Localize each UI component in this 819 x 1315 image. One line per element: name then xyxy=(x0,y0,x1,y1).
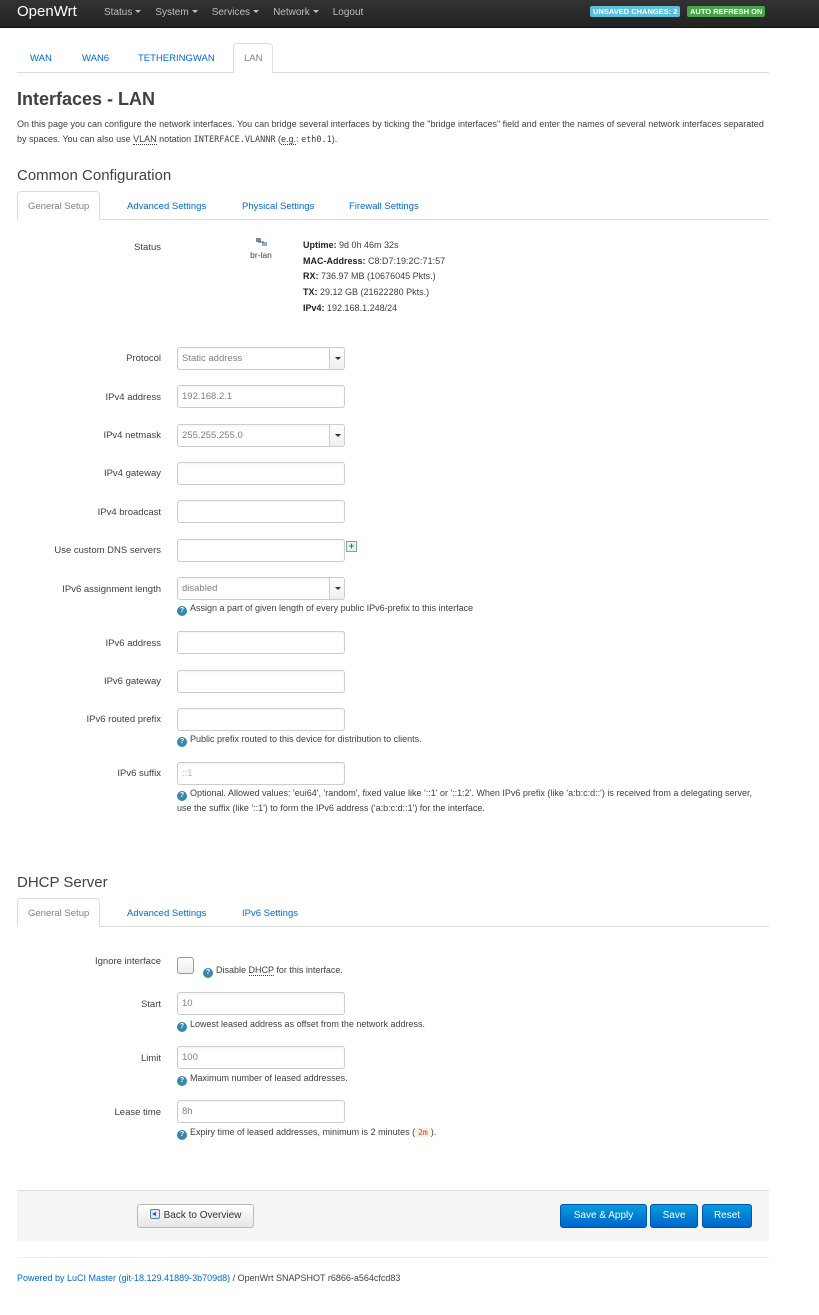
back-arrow-icon xyxy=(150,1209,160,1219)
ipv4-broadcast-input[interactable] xyxy=(177,500,345,523)
ipv4-netmask-label: IPv4 netmask xyxy=(103,430,161,441)
dns-input[interactable] xyxy=(177,539,345,562)
chevron-down-icon xyxy=(329,578,344,599)
tab-lan[interactable]: LAN xyxy=(233,43,273,73)
menu-system[interactable]: System xyxy=(148,0,204,28)
action-bar xyxy=(17,1190,769,1241)
start-label: Start xyxy=(140,999,161,1010)
save-apply-button[interactable]: Save & Apply xyxy=(560,1204,647,1228)
ignore-interface-label: Ignore interface xyxy=(94,956,161,967)
ipv6-suffix-label: IPv6 suffix xyxy=(117,768,161,779)
help-icon: ? xyxy=(177,1022,187,1032)
lease-time-input[interactable]: 8h xyxy=(177,1100,345,1123)
interface-tabs xyxy=(17,43,769,73)
ipv6-prefix-label: IPv6 routed prefix xyxy=(86,714,161,725)
ipv6-suffix-input[interactable]: ::1 xyxy=(177,762,345,785)
tab-general-setup[interactable]: General Setup xyxy=(17,191,100,220)
menu-network[interactable]: Network xyxy=(266,0,326,28)
unsaved-changes-badge[interactable]: UNSAVED CHANGES: 2 xyxy=(590,6,680,17)
ipv6-suffix-help: ? Optional. Allowed values: 'eui64', 'random', fixed value like '::1' or '::1:2'. When IPv6 prefix (like 'a:b:c:d::') is received from a delegating server, use the suffix (like '::1') to form the IPv6 address ('a:b:c:d::1') for the interface. xyxy=(177,788,752,813)
help-icon: ? xyxy=(177,606,187,616)
tab-tetheringwan[interactable]: TETHERINGWAN xyxy=(138,53,215,64)
caret-down-icon xyxy=(135,10,141,13)
tab-dhcp-advanced-settings[interactable]: Advanced Settings xyxy=(127,908,207,919)
limit-help: ? Maximum number of leased addresses. xyxy=(177,1071,767,1086)
help-icon: ? xyxy=(177,791,187,801)
save-button[interactable]: Save xyxy=(650,1204,698,1228)
tab-wan6[interactable]: WAN6 xyxy=(82,53,110,64)
menu-status[interactable]: Status xyxy=(97,0,148,28)
start-help: ? Lowest leased address as offset from the network address. xyxy=(177,1017,767,1032)
interface-name: br-lan xyxy=(250,250,272,260)
ipv4-address-label: IPv4 address xyxy=(105,392,161,403)
ipv6-gateway-input[interactable] xyxy=(177,670,345,693)
caret-down-icon xyxy=(253,10,259,13)
back-to-overview-button[interactable]: Back to Overview xyxy=(137,1204,254,1228)
tab-physical-settings[interactable]: Physical Settings xyxy=(242,201,315,212)
status-details: Uptime: 9d 0h 46m 32s MAC-Address: C8:D7:19:2C:71:57 RX: 736.97 MB (10676045 Pkts.) TX: 29.12 GB (21622280 Pkts.) IPv4: 192.168.1.248/24 xyxy=(303,240,446,313)
tab-firewall-settings[interactable]: Firewall Settings xyxy=(349,201,419,212)
caret-down-icon xyxy=(313,10,319,13)
add-icon[interactable]: + xyxy=(346,541,357,552)
ipv6-prefix-input[interactable] xyxy=(177,708,345,731)
interface-status xyxy=(249,237,273,260)
tab-dhcp-general-setup[interactable]: General Setup xyxy=(17,898,100,927)
ipv6-assign-label: IPv6 assignment length xyxy=(62,584,161,595)
start-input[interactable]: 10 xyxy=(177,992,345,1015)
main-menu xyxy=(97,0,370,28)
top-navbar xyxy=(0,0,819,28)
ipv6-address-label: IPv6 address xyxy=(105,638,161,649)
common-config-title: Common Configuration xyxy=(17,167,172,184)
common-config-tabs xyxy=(17,191,769,220)
dhcp-server-title: DHCP Server xyxy=(17,874,108,891)
menu-logout[interactable]: Logout xyxy=(332,7,364,18)
dhcp-tabs xyxy=(17,898,769,927)
ipv4-gateway-label: IPv4 gateway xyxy=(103,468,161,479)
lease-time-help: ? Expiry time of leased addresses, minimum is 2 minutes ( 2m ). xyxy=(177,1125,767,1140)
ignore-interface-help: ? Disable DHCP for this interface. xyxy=(203,963,793,978)
limit-label: Limit xyxy=(140,1053,161,1064)
luci-link[interactable]: Powered by LuCI Master (git-18.129.41889-3b709d8) xyxy=(17,1273,231,1283)
ipv6-assign-help: ? Assign a part of given length of every public IPv6-prefix to this interface xyxy=(177,601,767,616)
ipv6-address-input[interactable] xyxy=(177,631,345,654)
brand-logo[interactable]: OpenWrt xyxy=(17,3,77,20)
page-intro: On this page you can configure the network interfaces. You can bridge several interfaces by ticking the "bridge interfaces" field and enter the names of several network interfaces separated by spaces. You can also use VLAN notation INTERFACE.VLANNR (e.g.: eth0.1). xyxy=(17,119,764,145)
help-icon: ? xyxy=(177,1076,187,1086)
ipv4-broadcast-label: IPv4 broadcast xyxy=(97,507,161,518)
tab-wan[interactable]: WAN xyxy=(30,53,52,64)
auto-refresh-badge[interactable]: AUTO REFRESH ON xyxy=(687,6,765,17)
ipv4-gateway-input[interactable] xyxy=(177,462,345,485)
lease-time-label: Lease time xyxy=(114,1107,161,1118)
help-icon: ? xyxy=(177,1130,187,1140)
ipv4-netmask-select[interactable]: 255.255.255.0 xyxy=(177,424,345,447)
chevron-down-icon xyxy=(329,348,344,369)
ipv6-assign-select[interactable]: disabled xyxy=(177,577,345,600)
status-label: Status xyxy=(134,242,161,253)
tab-dhcp-ipv6-settings[interactable]: IPv6 Settings xyxy=(242,908,298,919)
reset-button[interactable]: Reset xyxy=(702,1204,752,1228)
ignore-interface-checkbox[interactable] xyxy=(177,957,194,974)
chevron-down-icon xyxy=(329,425,344,446)
protocol-select[interactable]: Static address xyxy=(177,347,345,370)
help-icon: ? xyxy=(177,737,187,747)
protocol-label: Protocol xyxy=(126,353,161,364)
menu-services[interactable]: Services xyxy=(205,0,266,28)
caret-down-icon xyxy=(192,10,198,13)
page-footer: Powered by LuCI Master (git-18.129.41889-3b709d8) / OpenWrt SNAPSHOT r6866-a564cfcd83 xyxy=(17,1257,769,1283)
ipv4-address-input[interactable]: 192.168.2.1 xyxy=(177,385,345,408)
bridge-icon xyxy=(255,237,268,248)
help-icon: ? xyxy=(203,968,213,978)
dns-label: Use custom DNS servers xyxy=(54,545,161,556)
ipv6-prefix-help: ? Public prefix routed to this device for distribution to clients. xyxy=(177,732,767,747)
tab-advanced-settings[interactable]: Advanced Settings xyxy=(127,201,207,212)
limit-input[interactable]: 100 xyxy=(177,1046,345,1069)
page-title: Interfaces - LAN xyxy=(17,89,156,109)
ipv6-gateway-label: IPv6 gateway xyxy=(103,676,161,687)
